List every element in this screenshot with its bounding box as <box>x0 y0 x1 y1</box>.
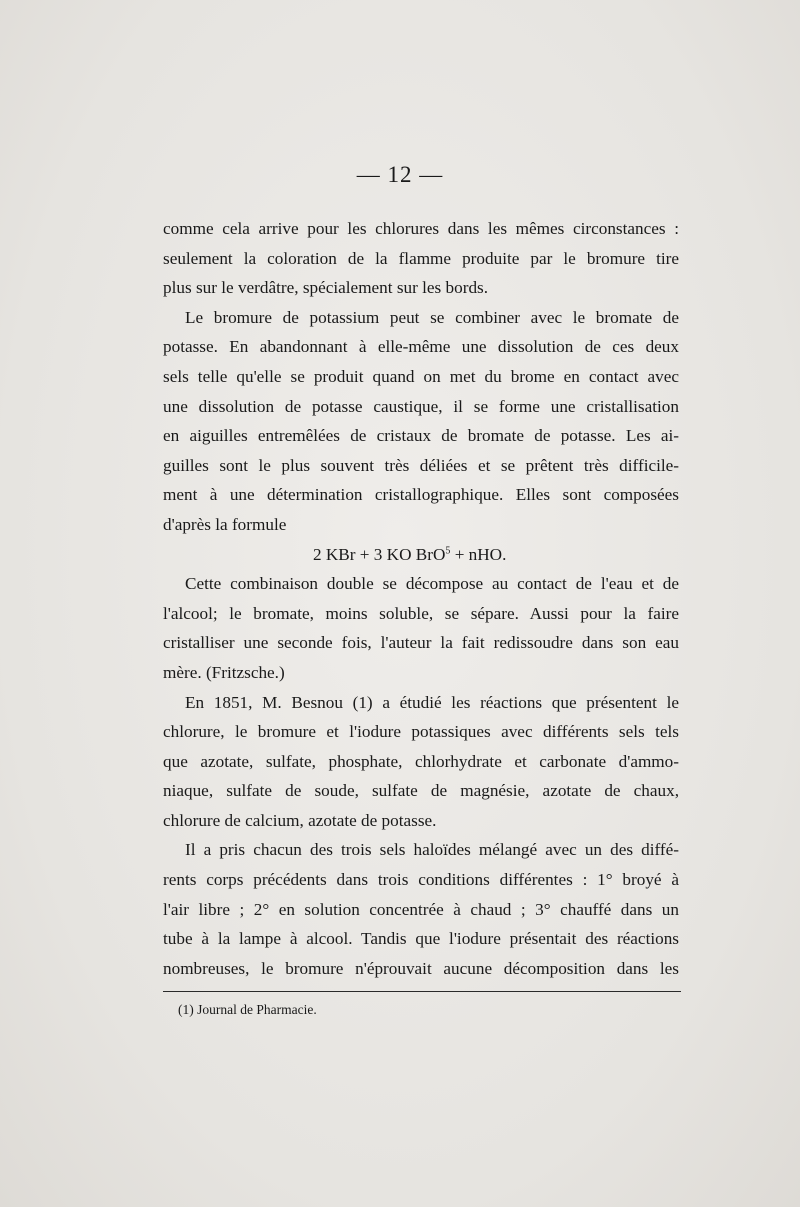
page-number: — 12 — <box>356 162 444 187</box>
formula-tail: + nHO. <box>450 544 507 564</box>
text-line: chlorure, le bromure et l'iodure potassiques avec différents sels tels <box>163 722 679 742</box>
text-line: Cette combinaison double se décompose au contact de l'eau et de <box>185 574 679 594</box>
chemical-formula <box>163 540 679 570</box>
text-line: ment à une détermination cristallographique. Elles sont composées <box>163 485 679 505</box>
text-line: rents corps précédents dans trois conditions différentes : 1° broyé à <box>163 870 679 890</box>
text-line: nombreuses, le bromure n'éprouvait aucune décomposition dans les <box>163 958 679 978</box>
text-line: Il a pris chacun des trois sels haloïdes mélangé avec un des diffé- <box>185 840 679 860</box>
footnote-divider <box>163 991 681 992</box>
text-line: chlorure de calcium, azotate de potasse. <box>163 810 437 830</box>
text-line: l'air libre ; 2° en solution concentrée à chaud ; 3° chauffé dans un <box>163 899 679 919</box>
text-line: tube à la lampe à alcool. Tandis que l'iodure présentait des réactions <box>163 929 679 949</box>
text-line: plus sur le verdâtre, spécialement sur les bords. <box>163 278 489 298</box>
text-line: potasse. En abandonnant à elle-même une dissolution de ces deux <box>163 337 679 357</box>
formula-main: 2 KBr + 3 KO BrO <box>313 544 446 564</box>
text-line: En 1851, M. Besnou (1) a étudié les réactions que présentent le <box>185 692 679 712</box>
text-line: guilles sont le plus souvent très déliées et se prêtent très difficile- <box>163 455 679 475</box>
text-line: Le bromure de potassium peut se combiner avec le bromate de <box>185 307 679 327</box>
footnote: (1) Journal de Pharmacie. <box>178 1002 317 1017</box>
text-line: seulement la coloration de la flamme produite par le bromure tire <box>163 248 679 268</box>
formula-superscript: 5 <box>445 544 451 556</box>
body-text <box>163 214 679 983</box>
text-line: en aiguilles entremêlées de cristaux de bromate de potasse. Les ai- <box>163 426 679 446</box>
text-line: niaque, sulfate de soude, sulfate de magnésie, azotate de chaux, <box>163 781 679 801</box>
text-line: une dissolution de potasse caustique, il se forme une cristallisation <box>163 396 679 416</box>
text-line: comme cela arrive pour les chlorures dans les mêmes circonstances : <box>163 219 679 238</box>
text-line: d'après la formule <box>163 514 287 534</box>
text-line: que azotate, sulfate, phosphate, chlorhydrate et carbonate d'ammo- <box>163 751 679 771</box>
text-line: cristalliser une seconde fois, l'auteur la fait redissoudre dans son eau <box>163 633 679 653</box>
text-line: mère. (Fritzsche.) <box>163 662 285 682</box>
text-line: sels telle qu'elle se produit quand on met du brome en contact avec <box>163 366 679 386</box>
text-line: l'alcool; le bromate, moins soluble, se sépare. Aussi pour la faire <box>163 603 679 623</box>
